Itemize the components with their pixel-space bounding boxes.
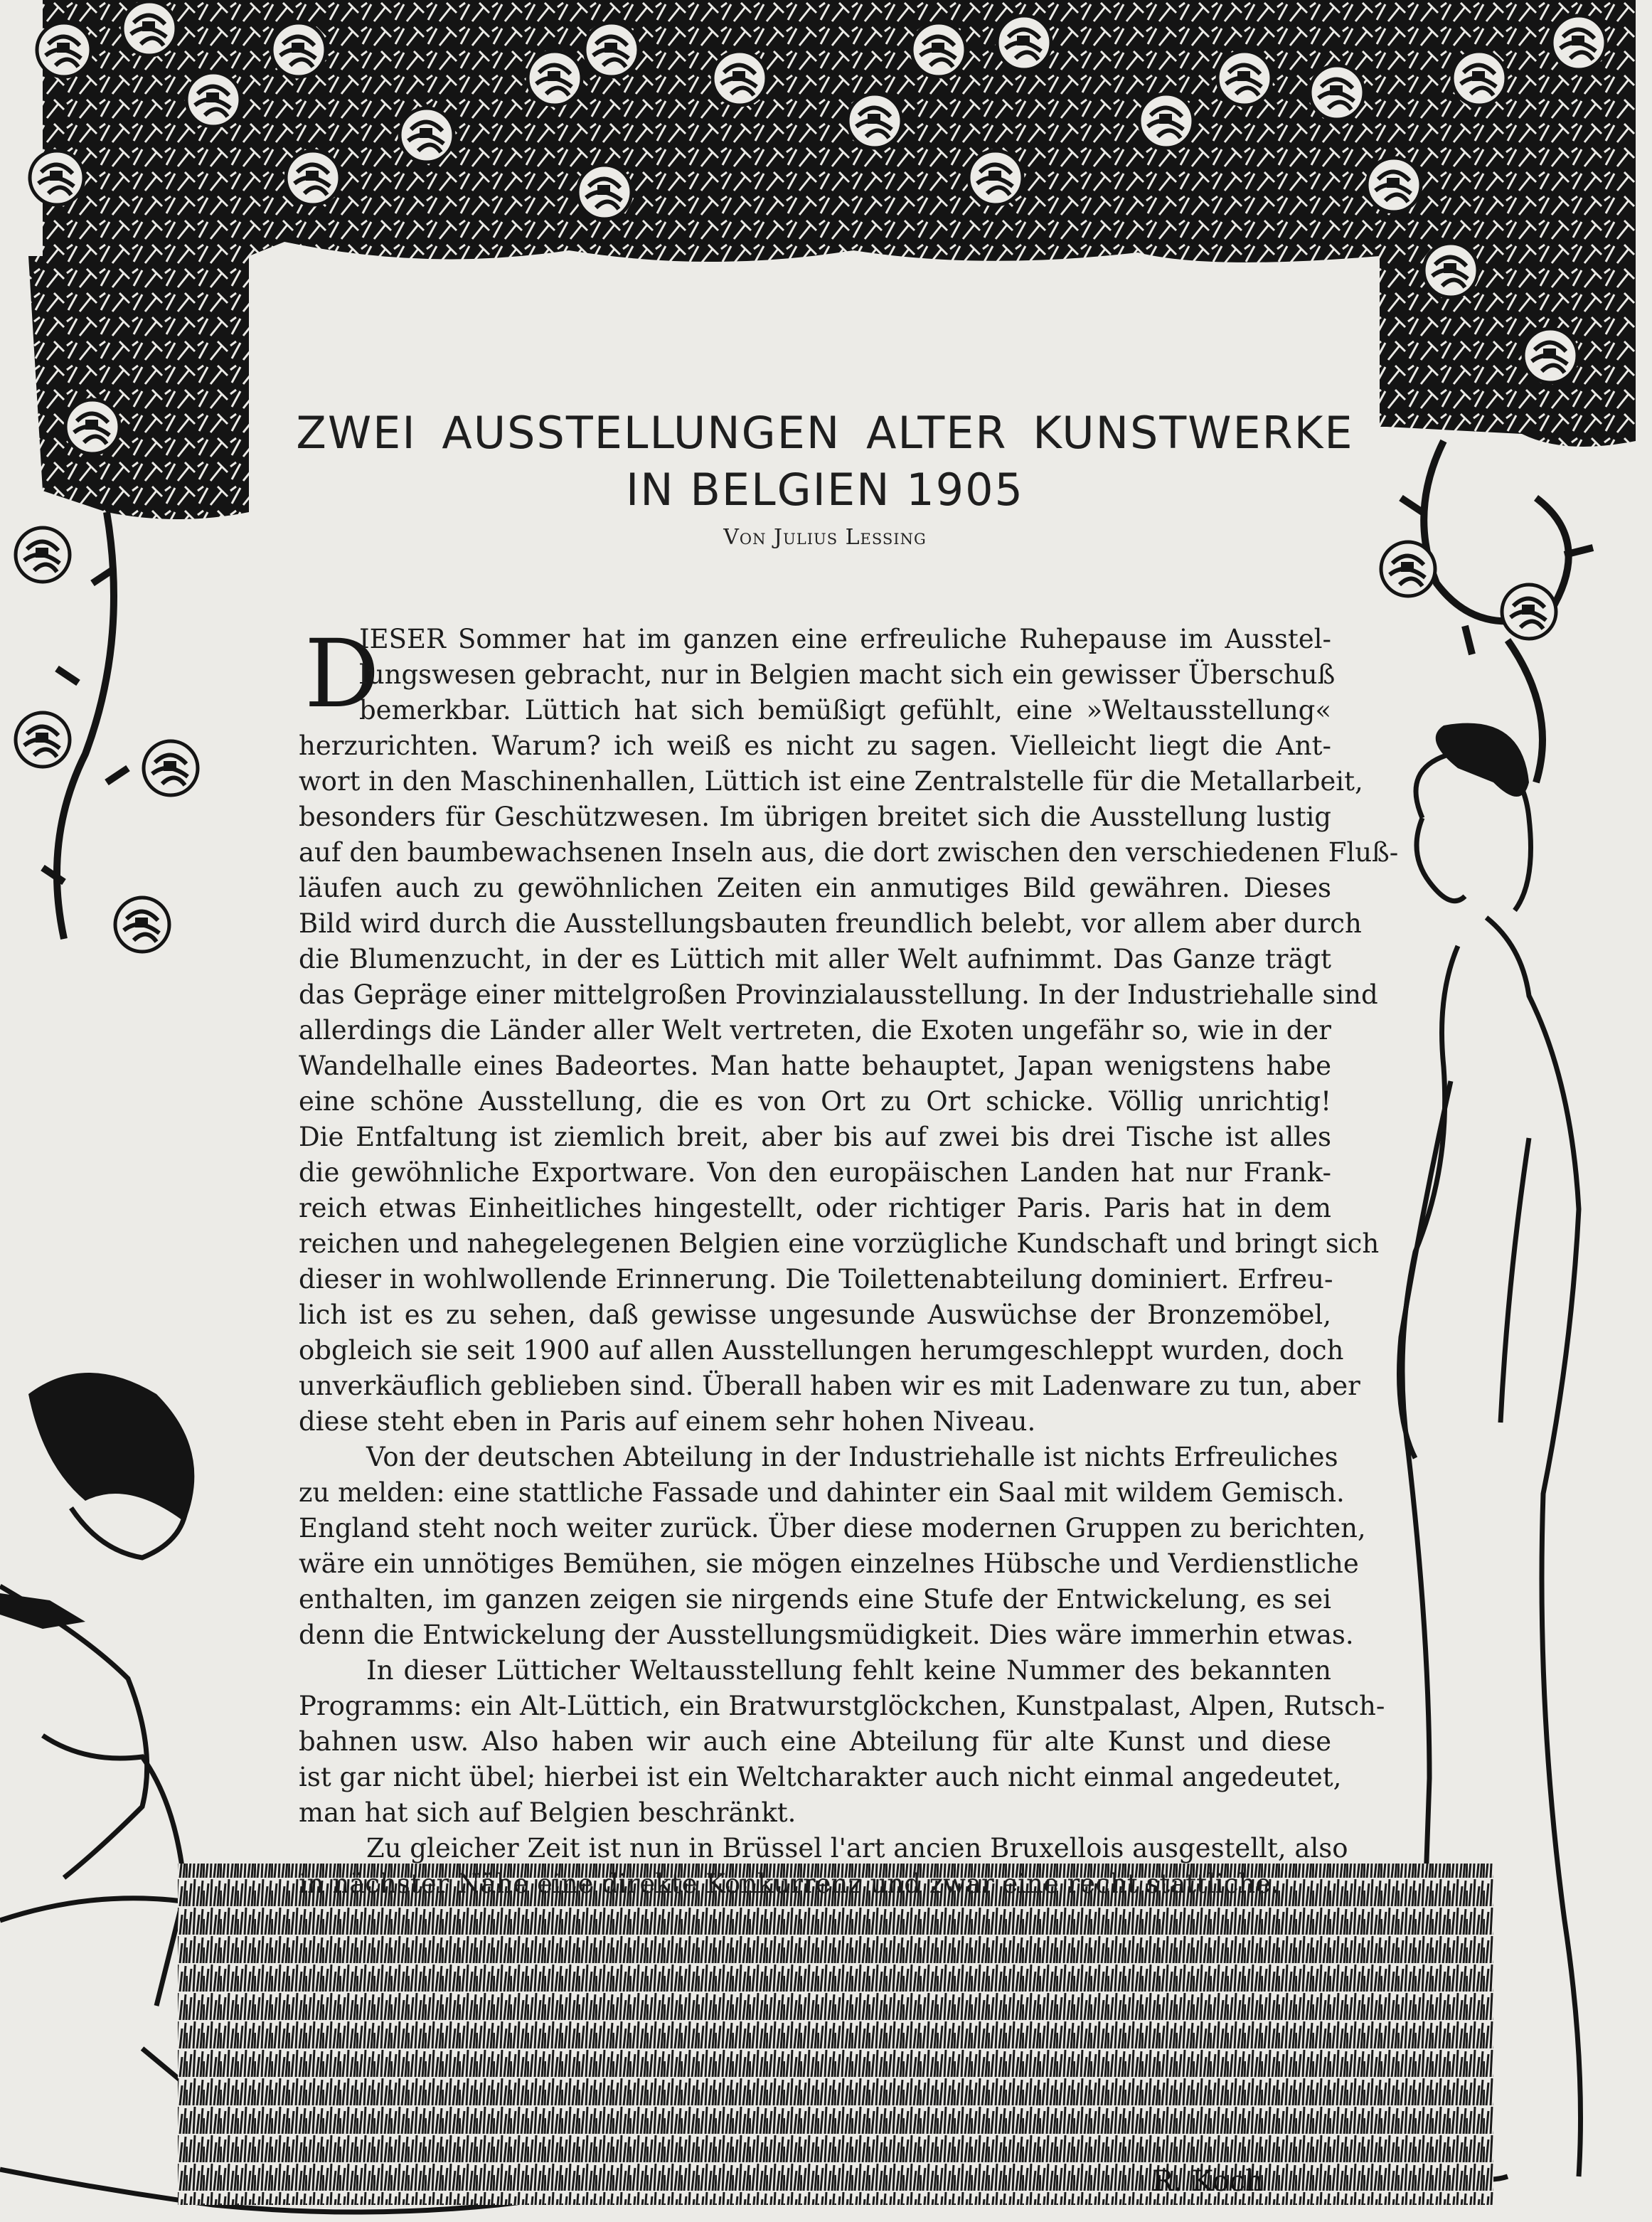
body-line: diese steht eben in Paris auf einem sehr hohen Niveau. [299, 1406, 1036, 1437]
body-line: Die Entfaltung ist ziemlich breit, aber bis auf zwei bis drei Tische ist alles [299, 1122, 1331, 1152]
body-line: reichen und nahegelegenen Belgien eine vorzügliche Kundschaft und bringt sich [299, 1228, 1380, 1259]
body-line: Programms: ein Alt-Lüttich, ein Bratwurstglöckchen, Kunstpalast, Alpen, Rutsch- [299, 1691, 1385, 1721]
drop-cap: D [304, 620, 380, 729]
body-line: wäre ein unnötiges Bemühen, sie mögen einzelnes Hübsche und Verdienstliche [299, 1548, 1359, 1579]
body-line: man hat sich auf Belgien beschränkt. [299, 1797, 796, 1828]
body-line: auf den baumbewachsenen Inseln aus, die dort zwischen den verschiedenen Fluß- [299, 837, 1399, 868]
body-line: reich etwas Einheitliches hingestellt, oder richtiger Paris. Paris hat in dem [299, 1193, 1331, 1223]
illustrator-signature: R. Koch [1152, 2165, 1264, 2198]
body-line: Von der deutschen Abteilung in der Industriehalle ist nichts Erfreuliches [366, 1442, 1338, 1472]
body-line: zu melden: eine stattliche Fassade und dahinter ein Saal mit wildem Gemisch. [299, 1477, 1345, 1508]
body-line: in nächster Nähe eine direkte Konkurrenz und zwar eine recht stattliche. [299, 1869, 1279, 1899]
body-line: wort in den Maschinenhallen, Lüttich ist eine Zentralstelle für die Metallarbeit, [299, 766, 1363, 797]
body-line: obgleich sie seit 1900 auf allen Ausstellungen herumgeschleppt wurden, doch [299, 1335, 1344, 1366]
body-line: England steht noch weiter zurück. Über diese modernen Gruppen zu berichten, [299, 1513, 1366, 1543]
body-line: bemerkbar. Lüttich hat sich bemüßigt gefühlt, eine »Weltausstellung« [359, 695, 1331, 725]
body-line: In dieser Lütticher Weltausstellung fehlt keine Nummer des bekannten [366, 1655, 1331, 1686]
body-line: besonders für Geschützwesen. Im übrigen breitet sich die Ausstellung lustig [299, 802, 1331, 832]
body-line: Zu gleicher Zeit ist nun in Brüssel l'art ancien Bruxellois ausgestellt, also [366, 1833, 1348, 1864]
body-line: allerdings die Länder aller Welt vertreten, die Exoten ungefähr so, wie in der [299, 1015, 1331, 1046]
body-line: das Gepräge einer mittelgroßen Provinzialausstellung. In der Industriehalle sind [299, 979, 1378, 1010]
body-line: ist gar nicht übel; hierbei ist ein Weltcharakter auch nicht einmal angedeutet, [299, 1762, 1342, 1792]
article-title-line-2: IN BELGIEN 1905 [626, 464, 1024, 516]
body-line: enthalten, im ganzen zeigen sie nirgends eine Stufe der Entwickelung, es sei [299, 1584, 1331, 1615]
body-line: die gewöhnliche Exportware. Von den europäischen Landen hat nur Frank- [299, 1157, 1331, 1188]
body-line: Wandelhalle eines Badeortes. Man hatte behauptet, Japan wenigstens habe [299, 1051, 1331, 1081]
body-line: IESER Sommer hat im ganzen eine erfreuliche Ruhepause im Ausstel- [359, 624, 1331, 654]
body-line: bahnen usw. Also haben wir auch eine Abteilung für alte Kunst und diese [299, 1726, 1331, 1757]
body-line: eine schöne Ausstellung, die es von Ort zu Ort schicke. Völlig unrichtig! [299, 1086, 1331, 1117]
body-line: denn die Entwickelung der Ausstellungsmüdigkeit. Dies wäre immerhin etwas. [299, 1620, 1354, 1650]
body-line: die Blumenzucht, in der es Lüttich mit aller Welt aufnimmt. Das Ganze trägt [299, 944, 1331, 974]
article-title-line-1: ZWEI AUSSTELLUNGEN ALTER KUNSTWERKE [296, 407, 1354, 459]
body-line: läufen auch zu gewöhnlichen Zeiten ein anmutiges Bild gewähren. Dieses [299, 873, 1331, 903]
body-line: dieser in wohlwollende Erinnerung. Die Toilettenabteilung dominiert. Erfreu- [299, 1264, 1333, 1295]
body-line: unverkäuflich geblieben sind. Überall haben wir es mit Ladenware zu tun, aber [299, 1371, 1360, 1401]
body-line: lich ist es zu sehen, daß gewisse ungesunde Auswüchse der Bronzemöbel, [299, 1299, 1331, 1330]
article-byline: Von Julius Lessing [723, 525, 927, 550]
body-line: lungswesen gebracht, nur in Belgien macht sich ein gewisser Überschuß [359, 659, 1336, 690]
body-line: herzurichten. Warum? ich weiß es nicht zu sagen. Vielleicht liegt die Ant- [299, 730, 1331, 761]
body-line: Bild wird durch die Ausstellungsbauten freundlich belebt, vor allem aber durch [299, 908, 1362, 939]
grass-field [178, 1864, 1493, 2205]
